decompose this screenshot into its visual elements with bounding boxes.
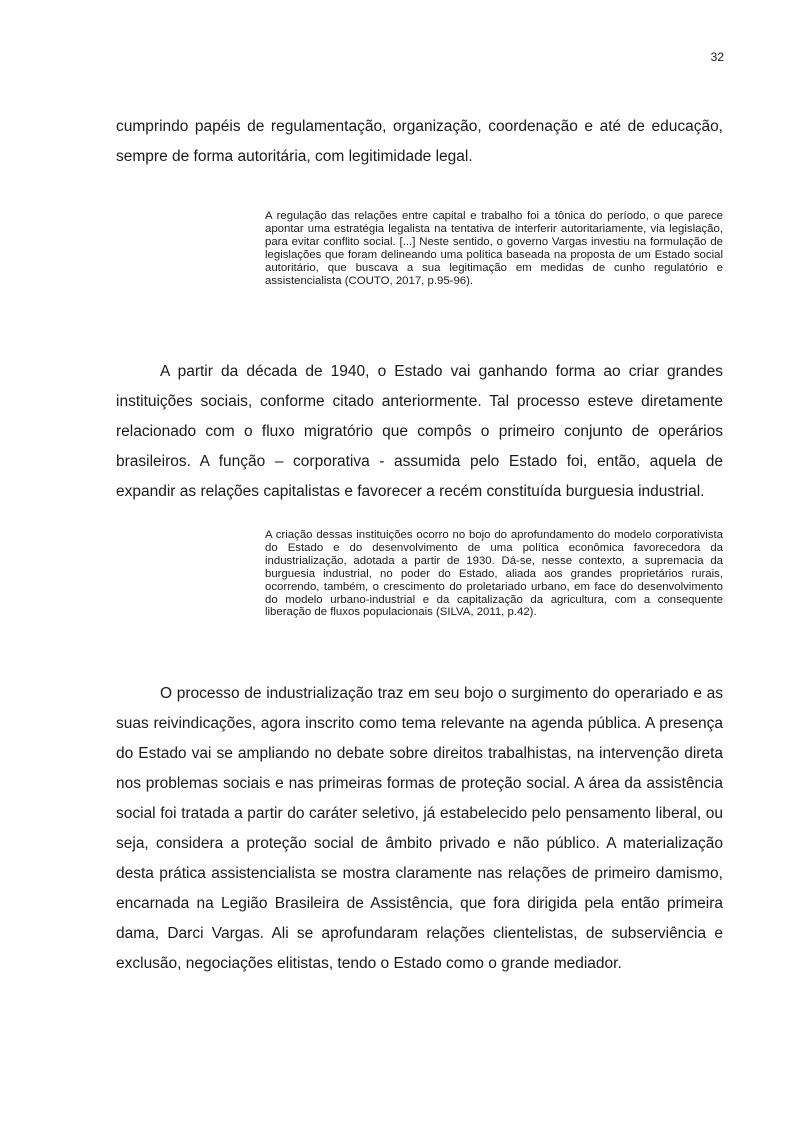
page-number: 32 [710, 50, 724, 64]
block-quote-2: A criação dessas instituições ocorro no bojo do aprofundamento do modelo corporativista do Estado e do desenvolvimento de uma política econômica favorecedora da industrialização, adotada a partir de 1930. Dá-se, nesse contexto, a supremacia da burguesia industrial, no poder do Estado, aliada aos grandes proprietários rurais, ocorrendo, também, o crescimento do proletariado urbano, em face do desenvolvimento do modelo urbano-industrial e da capitalização da agricultura, com a consequente liberação de fluxos populacionais (SILVA, 2011, p.42). [265, 529, 723, 619]
body-paragraph-1: cumprindo papéis de regulamentação, organização, coordenação e até de educação, sempre de forma autoritária, com legitimidade legal. [116, 118, 723, 165]
body-paragraph-3: O processo de industrialização traz em seu bojo o surgimento do operariado e as suas reivindicações, agora inscrito como tema relevante na agenda pública. A presença do Estado vai se ampliando no debate sobre direitos trabalhistas, na intervenção direta nos problemas sociais e nas primeiras formas de proteção social. A área da assistência social foi tratada a partir do caráter seletivo, já estabelecido pelo pensamento liberal, ou seja, considera a proteção social de âmbito privado e não público. A materialização desta prática assistencialista se mostra claramente nas relações de primeiro damismo, encarnada na Legião Brasileira de Assistência, que fora dirigida pela então primeira dama, Darci Vargas. Ali se aprofundaram relações clientelistas, de subserviência e exclusão, negociações elitistas, tendo o Estado como o grande mediador. [116, 685, 723, 972]
body-paragraph-2: A partir da década de 1940, o Estado vai ganhando forma ao criar grandes instituições sociais, conforme citado anteriormente. Tal processo esteve diretamente relacionado com o fluxo migratório que compôs o primeiro conjunto de operários brasileiros. A função – corporativa - assumida pelo Estado foi, então, aquela de expandir as relações capitalistas e favorecer a recém constituída burguesia industrial. [116, 363, 723, 500]
block-quote-1: A regulação das relações entre capital e trabalho foi a tônica do período, o que parece apontar uma estratégia legalista na tentativa de interferir autoritariamente, via legislação, para evitar conflito social. [...] Neste sentido, o governo Vargas investiu na formulação de legislações que foram delineando uma política baseada na proposta de um Estado social autoritário, que buscava a sua legitimação em medidas de cunho regulatório e assistencialista (COUTO, 2017, p.95-96). [265, 210, 723, 287]
